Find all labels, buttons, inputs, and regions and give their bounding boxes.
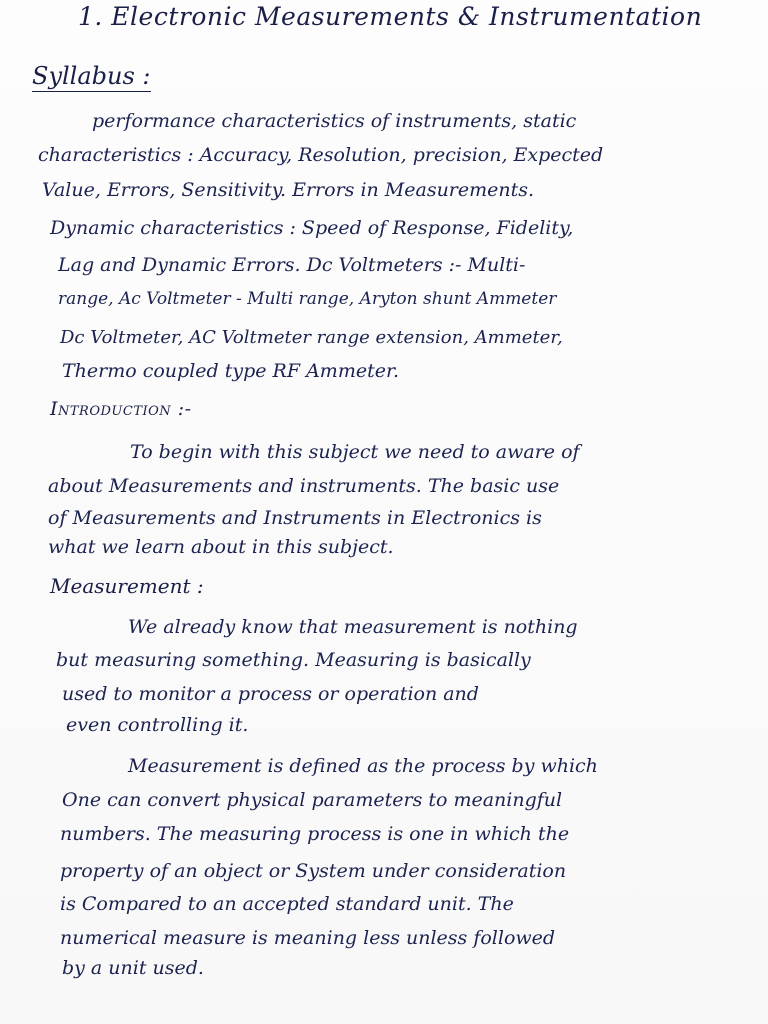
page-title: 1. Electronic Measurements & Instrumentation — [78, 2, 703, 31]
measurement-line: but measuring something. Measuring is basically — [56, 649, 531, 671]
intro-line: of Measurements and Instruments in Electronics is — [48, 507, 542, 529]
syllabus-line: characteristics : Accuracy, Resolution, precision, Expected — [38, 144, 604, 166]
measurement-line: We already know that measurement is nothing — [128, 616, 578, 638]
measurement-line: numerical measure is meaning less unless followed — [60, 927, 556, 949]
measurement-line: is Compared to an accepted standard unit. The — [60, 893, 514, 915]
intro-line: To begin with this subject we need to aware of — [130, 441, 580, 463]
syllabus-line: range, Ac Voltmeter - Multi range, Aryton shunt Ammeter — [58, 289, 557, 309]
syllabus-line: Value, Errors, Sensitivity. Errors in Measurements. — [42, 179, 535, 201]
intro-line: about Measurements and instruments. The basic use — [48, 475, 560, 497]
measurement-line: property of an object or System under consideration — [60, 860, 567, 882]
measurement-line: even controlling it. — [66, 714, 249, 736]
syllabus-line: Thermo coupled type RF Ammeter. — [62, 360, 399, 382]
syllabus-line: Dc Voltmeter, AC Voltmeter range extension, Ammeter, — [60, 327, 563, 348]
syllabus-line: Lag and Dynamic Errors. Dc Voltmeters :- Multi- — [58, 254, 526, 276]
measurement-line: used to monitor a process or operation and — [62, 683, 479, 705]
intro-line: what we learn about in this subject. — [48, 536, 394, 558]
measurement-line: One can convert physical parameters to meaningful — [62, 789, 563, 811]
measurement-line: numbers. The measuring process is one in which the — [60, 823, 570, 845]
measurement-line: Measurement is defined as the process by which — [128, 755, 598, 777]
measurement-heading: Measurement : — [50, 574, 204, 598]
syllabus-heading: Syllabus : — [32, 62, 151, 90]
syllabus-line: Dynamic characteristics : Speed of Response, Fidelity, — [50, 217, 574, 239]
introduction-heading: Introduction :- — [50, 398, 192, 420]
measurement-line: by a unit used. — [62, 957, 204, 979]
syllabus-line: performance characteristics of instruments, static — [92, 110, 577, 132]
